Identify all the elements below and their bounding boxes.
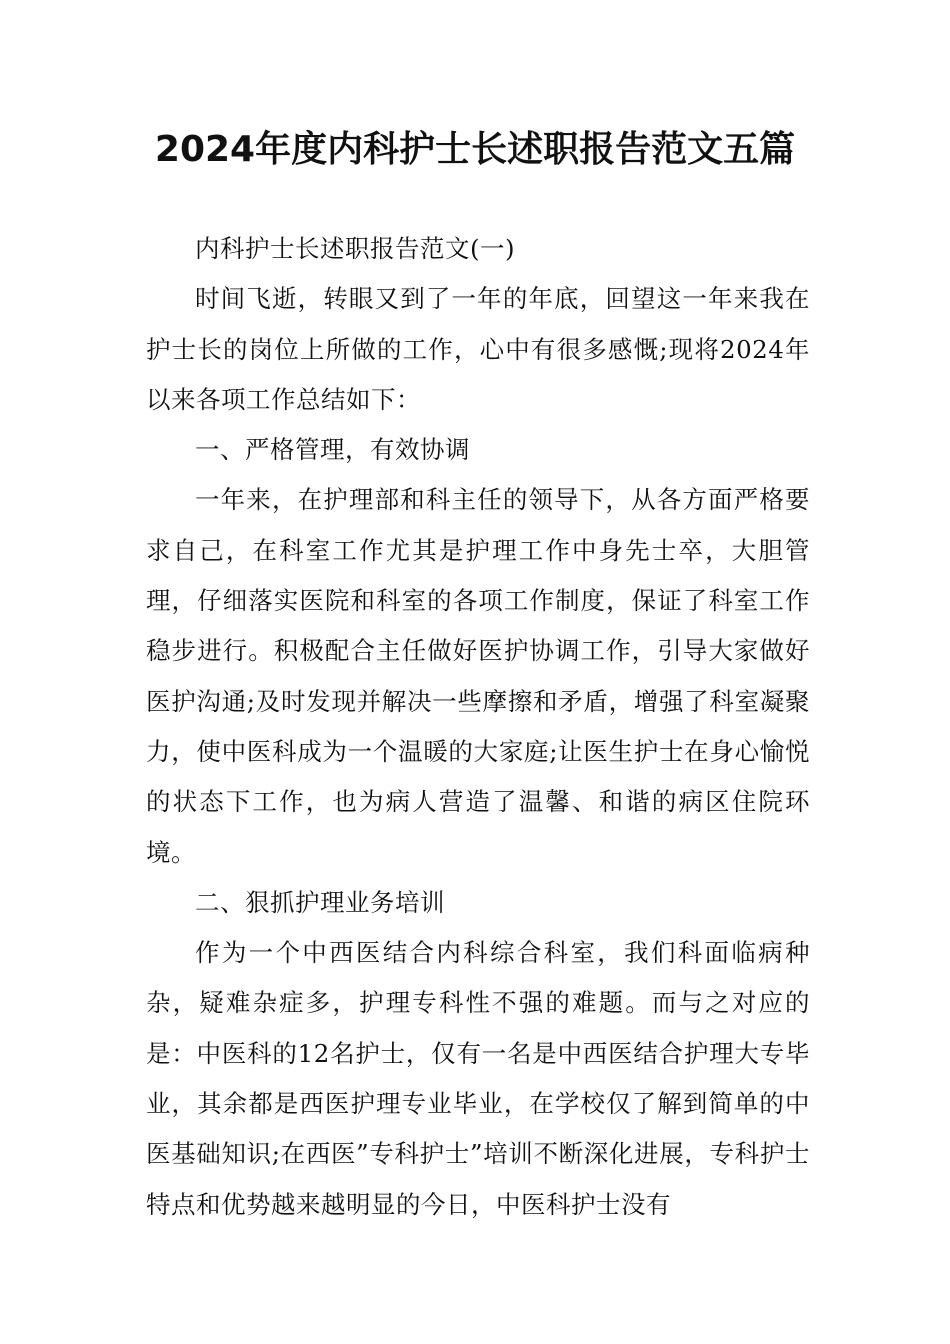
paragraph-section-1: 一年来，在护理部和科主任的领导下，从各方面严格要求自己，在科室工作尤其是护理工作中身先士卒，大胆管理，仔细落实医院和科室的各项工作制度，保证了科室工作稳步进行。积极配合主任做好医护协调工作，引导大家做好医护沟通;及时发现并解决一些摩擦和矛盾，增强了科室凝聚力，使中医科成为一个温暖的大家庭;让医生护士在身心愉悦的状态下工作，也为病人营造了温馨、和谐的病区住院环境。: [146, 485, 810, 867]
section-heading-2: 二、狠抓护理业务培训: [195, 887, 445, 917]
section-heading-1: 一、严格管理，有效协调: [195, 435, 470, 465]
document-body: [146, 224, 810, 1230]
document-title: 2024年度内科护士长述职报告范文五篇: [154, 129, 796, 170]
paragraph-intro: 时间飞逝，转眼又到了一年的年底，回望这一年来我在护士长的岗位上所做的工作，心中有很多感慨;现将2024年以来各项工作总结如下：: [146, 284, 810, 414]
paragraph-subtitle: 内科护士长述职报告范文(一): [195, 234, 516, 263]
paragraph-section-2: 作为一个中西医结合内科综合科室，我们科面临病种杂，疑难杂症多，护理专科性不强的难题。而与之对应的是：中医科的12名护士，仅有一名是中西医结合护理大专毕业，其余都是西医护理专业毕业，在学校仅了解到简单的中医基础知识;在西医”专科护士”培训不断深化进展，专科护士特点和优势越来越明显的今日，中医科护士没有: [146, 938, 810, 1219]
